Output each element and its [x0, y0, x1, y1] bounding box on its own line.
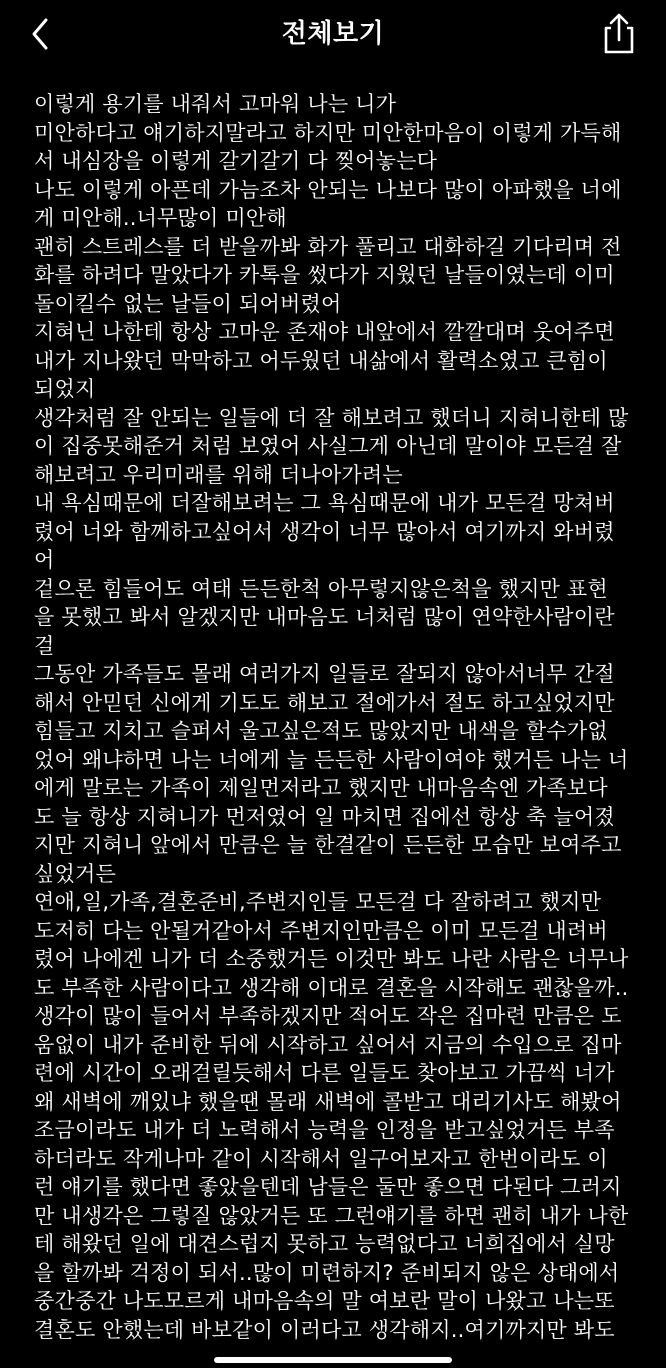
letter-line: 중간중간 나도모르게 내마음속의 말 여보란 말이 나왔고 나는또 — [34, 1289, 615, 1313]
letter-line: 렸어 너와 함께하고싶어서 생각이 너무 많아서 여기까지 와버렸 — [34, 519, 615, 544]
letter-line: 되었지 — [34, 377, 96, 401]
letter-line: 해보려고 우리미래를 위해 더나아가려는 — [34, 462, 403, 487]
letter-line: 화를 하려다 말았다가 카톡을 썼다가 지웠던 날들이였는데 이미 — [34, 263, 615, 287]
letter-line: 서 내심장을 이렇게 갈기갈기 다 찢어놓는다 — [34, 149, 438, 173]
share-button[interactable] — [598, 12, 638, 56]
letter-line: 결혼도 안했는데 바보같이 이러다고 생각해지..여기까지만 봐도 — [34, 1317, 615, 1342]
letter-line: 생각처럼 잘 안되는 일들에 더 잘 해보려고 했더니 지혀니한테 많 — [34, 405, 629, 430]
letter-line: 을 할까봐 걱정이 되서..많이 미련하지? 준비되지 않은 상태에서 — [34, 1260, 620, 1285]
home-indicator — [214, 1357, 452, 1363]
letter-line: 생각이 많이 들어서 부족하겠지만 적어도 작은 집마련 만큼은 도 — [34, 1004, 622, 1028]
letter-line: 도저히 다는 안될거같아서 주변지인만큼은 이미 모든걸 내려버 — [34, 918, 608, 943]
letter-line: 걸 — [34, 633, 55, 658]
letter-line: 지만 지혀니 앞에서 만큼은 늘 한결같이 든든한 모습만 보여주고 — [34, 833, 622, 857]
letter-line: 힘들고 지치고 슬퍼서 울고싶은적도 많았지만 내색을 할수가없 — [34, 719, 608, 743]
letter-line: 을 못했고 봐서 알겠지만 내마음도 너처럼 많이 연약한사람이란 — [34, 605, 615, 629]
letter-line: 지혀닌 나한테 항상 고마운 존재야 내앞에서 깔깔대며 웃어주면 — [34, 320, 615, 344]
letter-line: 싶었거든 — [34, 861, 116, 886]
letter-line: 만 내생각은 그렇질 않았거든 또 그런얘기를 하면 괜히 내가 나한 — [34, 1203, 629, 1228]
letter-line: 었어 왜냐하면 나는 너에게 늘 든든한 사람이여야 했거든 나는 너 — [34, 747, 629, 772]
letter-line: 도 늘 항상 지혀니가 먼저였어 일 마치면 집에선 항상 축 늘어졌 — [34, 804, 615, 829]
letter-line: 런 얘기를 했다면 좋았을텐데 남들은 둘만 좋으면 다된다 그러지 — [34, 1175, 622, 1199]
letter-line: 이렇게 용기를 내줘서 고마워 나는 니가 — [34, 92, 397, 116]
page-title: 전체보기 — [281, 19, 385, 49]
letter-line: 괜히 스트레스를 더 받을까봐 화가 풀리고 대화하길 기다리며 전 — [34, 234, 622, 259]
letter-line: 움없이 내가 준비한 뒤에 시작하고 싶어서 지금의 수입으로 집마 — [34, 1032, 622, 1057]
letter-line: 미안하다고 얘기하지말라고 하지만 미안한마음이 이렇게 가득해 — [34, 120, 622, 145]
letter-line: 도 부족한 사람이다고 생각해 이대로 결혼을 시작해도 괜찮을까.. — [34, 975, 629, 1000]
letter-line: 겉으론 힘들어도 여태 든든한척 아무렇지않은척을 했지만 표현 — [34, 576, 608, 601]
letter-body — [34, 90, 634, 1360]
letter-line: 렸어 나에겐 니가 더 소중했거든 이것만 봐도 나란 사람은 너무나 — [34, 947, 629, 971]
share-icon — [598, 12, 638, 56]
letter-line: 게 미안해..너무많이 미안해 — [34, 206, 287, 230]
letter-line: 왜 새벽에 깨있냐 했을땐 몰래 새벽에 콜받고 대리기사도 해봤어 — [34, 1089, 622, 1114]
letter-line: 이 집중못해준거 처럼 보였어 사실그게 아닌데 말이야 모든걸 잘 — [34, 434, 622, 458]
letter-line: 나도 이렇게 아픈데 가늠조차 안되는 나보다 많이 아파했을 너에 — [34, 177, 622, 202]
letter-line: 테 해왔던 일에 대견스럽지 못하고 능력없다고 너희집에서 실망 — [34, 1232, 615, 1256]
letter-line: 에게 말로는 가족이 제일먼저라고 했지만 내마음속엔 가족보다 — [34, 776, 608, 800]
letter-line: 내가 지나왔던 막막하고 어두웠던 내삶에서 활력소였고 큰힘이 — [34, 348, 608, 373]
letter-line: 조금이라도 내가 더 노력해서 능력을 인정을 받고싶었거든 부족 — [34, 1118, 615, 1142]
letter-line: 그동안 가족들도 몰래 여러가지 일들로 잘되지 않아서너무 간절 — [34, 662, 615, 686]
letter-line: 해서 안믿던 신에게 기도도 해보고 절에가서 절도 하고싶었지만 — [34, 690, 615, 715]
letter-line: 어 — [34, 548, 55, 572]
letter-line: 내 욕심때문에 더잘해보려는 그 욕심때문에 내가 모든걸 망쳐버 — [34, 491, 615, 515]
top-bar — [0, 0, 666, 72]
letter-line: 연애,일,가족,결혼준비,주변지인들 모든걸 다 잘하려고 했지만 — [34, 890, 602, 914]
letter-line: 련에 시간이 오래걸릴듯해서 다른 일들도 찾아보고 가끔씩 너가 — [34, 1061, 615, 1085]
letter-line: 돌이킬수 없는 날들이 되어버렸어 — [34, 291, 342, 316]
letter-line: 하더라도 작게나마 같이 시작해서 일구어보자고 한번이라도 이 — [34, 1146, 608, 1171]
